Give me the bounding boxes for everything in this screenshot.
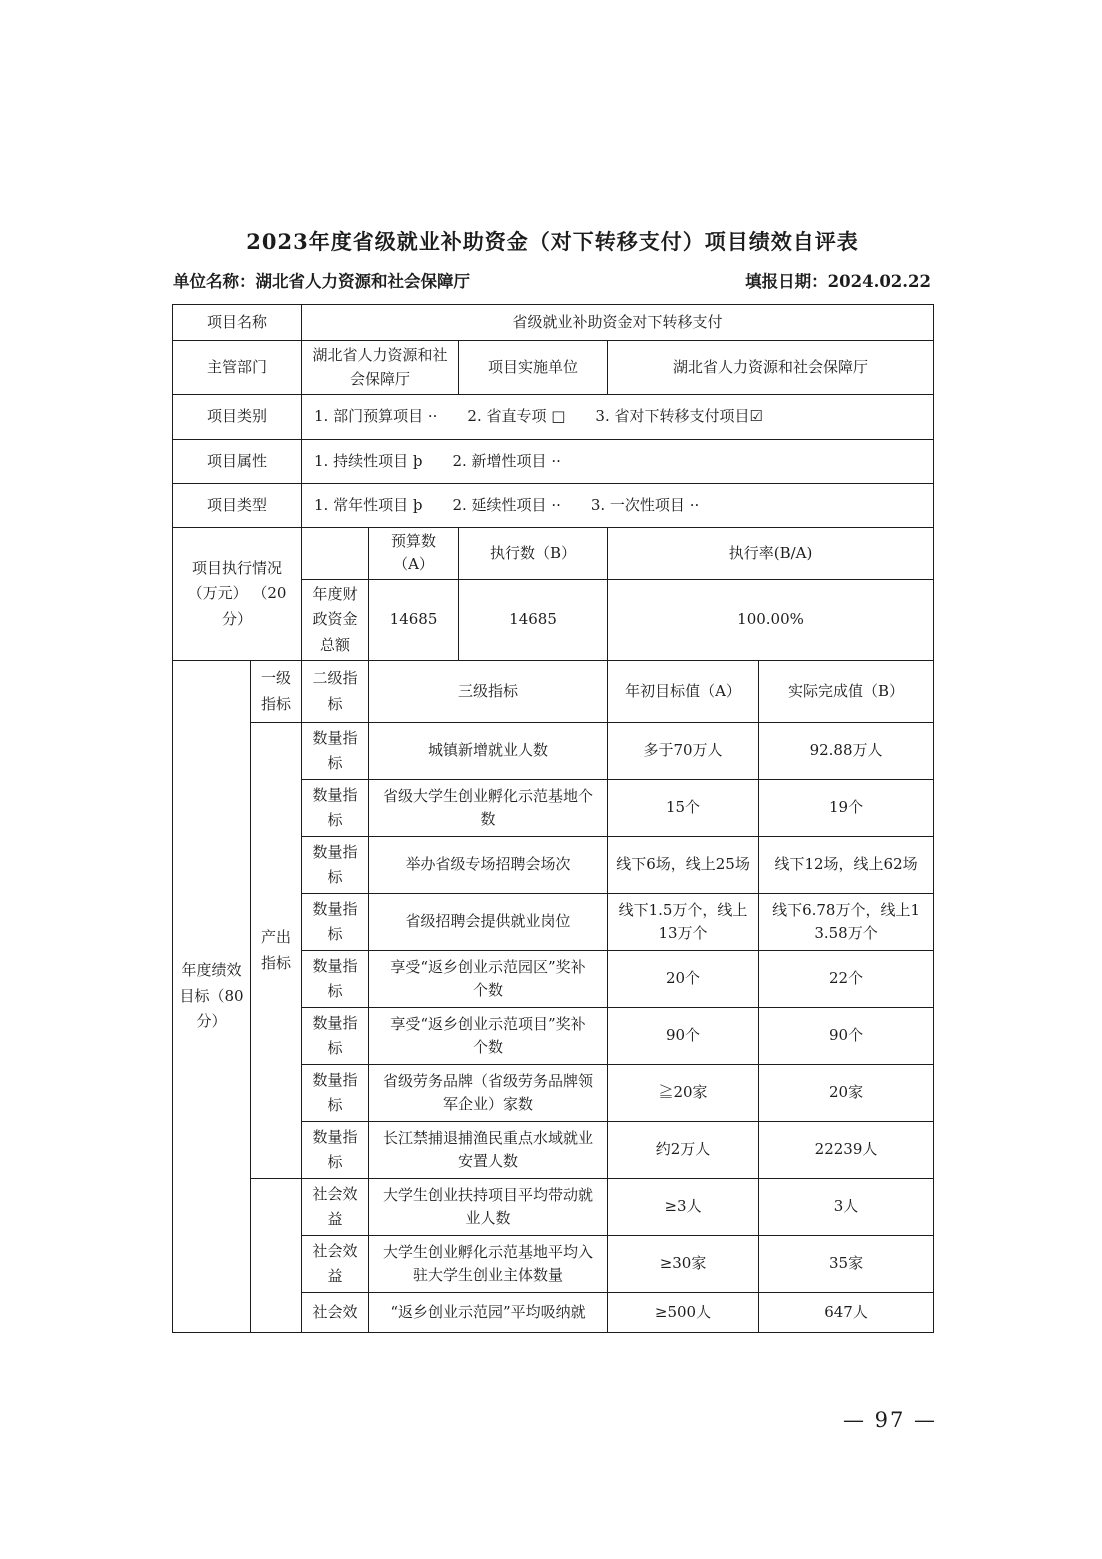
cell-row-level2: 数量指标 xyxy=(302,723,369,780)
report-date: 填报日期：2024.02.22 xyxy=(745,272,931,291)
cell-implementing-unit-label: 项目实施单位 xyxy=(459,341,608,395)
cell-executed-header: 执行数（B） xyxy=(459,528,608,580)
cell-row-level2: 数量指标 xyxy=(302,837,369,894)
cell-row-actual: 20家 xyxy=(759,1065,934,1122)
cell-execution-spacer xyxy=(302,528,369,580)
cell-category-label: 项目类别 xyxy=(173,395,302,440)
cell-type-value: 1. 常年性项目 þ 2. 延续性项目 ·· 3. 一次性项目 ·· xyxy=(302,484,934,528)
cell-department-value: 湖北省人力资源和社会保障厅 xyxy=(302,341,459,395)
meta-row xyxy=(173,268,931,292)
cell-attribute-label: 项目属性 xyxy=(173,440,302,484)
cell-execution-label: 项目执行情况 （万元） （20分） xyxy=(173,528,302,661)
cell-executed-value: 14685 xyxy=(459,579,608,661)
cell-row-level2: 社会效益 xyxy=(302,1236,369,1293)
cell-row-actual: 线下6.78万个，线上13.58万个 xyxy=(759,894,934,951)
cell-project-name-label: 项目名称 xyxy=(173,305,302,341)
cell-row-level2: 数量指标 xyxy=(302,951,369,1008)
cell-row-name: 省级劳务品牌（省级劳务品牌领军企业）家数 xyxy=(369,1065,608,1122)
cell-group-output-indicators: 产出指标 xyxy=(251,723,302,1179)
cell-row-name: 举办省级专场招聘会场次 xyxy=(369,837,608,894)
cell-budget-value: 14685 xyxy=(369,579,459,661)
cell-row-target: 线下1.5万个，线上13万个 xyxy=(608,894,759,951)
cell-rate-header: 执行率(B/A) xyxy=(608,528,934,580)
self-evaluation-table xyxy=(172,304,934,1333)
cell-row-actual: 647人 xyxy=(759,1293,934,1333)
cell-row-target: ≧20家 xyxy=(608,1065,759,1122)
cell-row-level2: 数量指标 xyxy=(302,1122,369,1179)
cell-row-name: 省级大学生创业孵化示范基地个数 xyxy=(369,780,608,837)
cell-row-target: 多于70万人 xyxy=(608,723,759,780)
cell-row-target: 线下6场，线上25场 xyxy=(608,837,759,894)
cell-row-target: 15个 xyxy=(608,780,759,837)
cell-row-target: 20个 xyxy=(608,951,759,1008)
cell-row-actual: 92.88万人 xyxy=(759,723,934,780)
cell-performance-label: 年度绩效 目标（80分） xyxy=(173,661,251,1333)
cell-row-actual: 35家 xyxy=(759,1236,934,1293)
cell-row-name: 享受“返乡创业示范园区”奖补个数 xyxy=(369,951,608,1008)
cell-row-level2: 社会效 xyxy=(302,1293,369,1333)
cell-row-actual: 线下12场，线上62场 xyxy=(759,837,934,894)
cell-row-target: 约2万人 xyxy=(608,1122,759,1179)
cell-row-name: 省级招聘会提供就业岗位 xyxy=(369,894,608,951)
cell-row-level2: 数量指标 xyxy=(302,1008,369,1065)
cell-row-name: 城镇新增就业人数 xyxy=(369,723,608,780)
cell-row-actual: 22个 xyxy=(759,951,934,1008)
cell-row-actual: 22239人 xyxy=(759,1122,934,1179)
cell-row-target: ≥3人 xyxy=(608,1179,759,1236)
cell-row-target: 90个 xyxy=(608,1008,759,1065)
page-number: — 97 — xyxy=(842,1408,938,1432)
cell-row-target: ≥500人 xyxy=(608,1293,759,1333)
cell-category-value: 1. 部门预算项目 ·· 2. 省直专项 □ 3. 省对下转移支付项目☑ xyxy=(302,395,934,440)
cell-row-name: 享受“返乡创业示范项目”奖补个数 xyxy=(369,1008,608,1065)
cell-row-actual: 19个 xyxy=(759,780,934,837)
cell-actual-header: 实际完成值（B） xyxy=(759,661,934,723)
cell-row-level2: 数量指标 xyxy=(302,894,369,951)
cell-row-name: 长江禁捕退捕渔民重点水域就业安置人数 xyxy=(369,1122,608,1179)
cell-row-level2: 数量指标 xyxy=(302,1065,369,1122)
cell-attribute-value: 1. 持续性项目 þ 2. 新增性项目 ·· xyxy=(302,440,934,484)
cell-row-level2: 社会效益 xyxy=(302,1179,369,1236)
cell-target-header: 年初目标值（A） xyxy=(608,661,759,723)
cell-implementing-unit-value: 湖北省人力资源和社会保障厅 xyxy=(608,341,934,395)
cell-level1-header: 一级指标 xyxy=(251,661,302,723)
cell-project-name-value: 省级就业补助资金对下转移支付 xyxy=(302,305,934,341)
cell-level2-header: 二级指标 xyxy=(302,661,369,723)
document-title: 2023年度省级就业补助资金（对下转移支付）项目绩效自评表 xyxy=(246,229,859,254)
cell-annual-funds-label: 年度财政资金总额 xyxy=(302,579,369,661)
cell-rate-value: 100.00% xyxy=(608,579,934,661)
cell-row-actual: 90个 xyxy=(759,1008,934,1065)
cell-row-name: “返乡创业示范园”平均吸纳就 xyxy=(369,1293,608,1333)
cell-level3-header: 三级指标 xyxy=(369,661,608,723)
cell-type-label: 项目类型 xyxy=(173,484,302,528)
cell-row-name: 大学生创业扶持项目平均带动就业人数 xyxy=(369,1179,608,1236)
cell-row-actual: 3人 xyxy=(759,1179,934,1236)
cell-group-benefit-indicators xyxy=(251,1179,302,1333)
unit-name: 单位名称：湖北省人力资源和社会保障厅 xyxy=(173,272,470,291)
cell-row-level2: 数量指标 xyxy=(302,780,369,837)
cell-department-label: 主管部门 xyxy=(173,341,302,395)
cell-row-name: 大学生创业孵化示范基地平均入驻大学生创业主体数量 xyxy=(369,1236,608,1293)
cell-row-target: ≥30家 xyxy=(608,1236,759,1293)
cell-budget-header: 预算数（A） xyxy=(369,528,459,580)
